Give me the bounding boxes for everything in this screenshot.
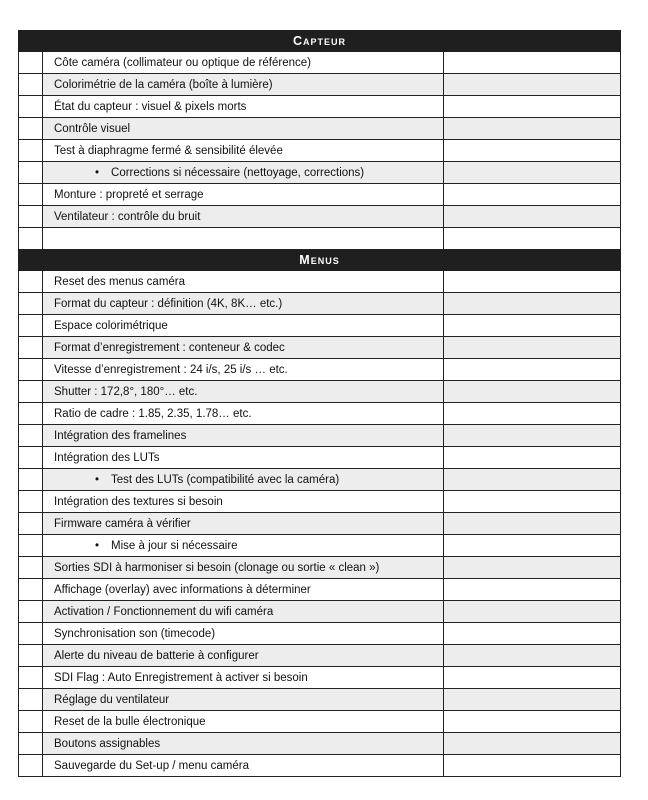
notes-cell[interactable] — [444, 228, 621, 250]
notes-cell[interactable] — [444, 206, 621, 228]
notes-cell[interactable] — [444, 359, 621, 381]
checklist-row — [19, 645, 621, 667]
checklist-sheet — [18, 30, 620, 777]
checklist-row — [19, 381, 621, 403]
item-label — [43, 228, 444, 250]
checkbox-cell[interactable] — [19, 469, 43, 491]
checkbox-cell[interactable] — [19, 711, 43, 733]
item-label: Intégration des LUTs — [43, 447, 444, 469]
section-title: Capteur — [19, 31, 621, 52]
checkbox-cell[interactable] — [19, 733, 43, 755]
notes-cell[interactable] — [444, 557, 621, 579]
checkbox-cell[interactable] — [19, 491, 43, 513]
checkbox-cell[interactable] — [19, 96, 43, 118]
checkbox-cell[interactable] — [19, 403, 43, 425]
notes-cell[interactable] — [444, 447, 621, 469]
checklist-row — [19, 535, 621, 557]
notes-cell[interactable] — [444, 52, 621, 74]
checklist-row — [19, 96, 621, 118]
checklist-row — [19, 337, 621, 359]
item-label: Monture : propreté et serrage — [43, 184, 444, 206]
item-label: • Corrections si nécessaire (nettoyage, corrections) — [43, 162, 444, 184]
notes-cell[interactable] — [444, 140, 621, 162]
checkbox-cell[interactable] — [19, 74, 43, 96]
notes-cell[interactable] — [444, 733, 621, 755]
item-label: Firmware caméra à vérifier — [43, 513, 444, 535]
item-label: Reset des menus caméra — [43, 271, 444, 293]
notes-cell[interactable] — [444, 469, 621, 491]
notes-cell[interactable] — [444, 623, 621, 645]
notes-cell[interactable] — [444, 513, 621, 535]
checkbox-cell[interactable] — [19, 755, 43, 777]
notes-cell[interactable] — [444, 381, 621, 403]
item-label: Côte caméra (collimateur ou optique de référence) — [43, 52, 444, 74]
notes-cell[interactable] — [444, 96, 621, 118]
checklist-row — [19, 118, 621, 140]
notes-cell[interactable] — [444, 755, 621, 777]
checkbox-cell[interactable] — [19, 293, 43, 315]
checklist-row — [19, 513, 621, 535]
checkbox-cell[interactable] — [19, 337, 43, 359]
item-label: Ratio de cadre : 1.85, 2.35, 1.78… etc. — [43, 403, 444, 425]
notes-cell[interactable] — [444, 491, 621, 513]
checklist-row — [19, 359, 621, 381]
notes-cell[interactable] — [444, 271, 621, 293]
notes-cell[interactable] — [444, 601, 621, 623]
checkbox-cell[interactable] — [19, 206, 43, 228]
checklist-row — [19, 447, 621, 469]
checkbox-cell[interactable] — [19, 535, 43, 557]
checkbox-cell[interactable] — [19, 447, 43, 469]
notes-cell[interactable] — [444, 118, 621, 140]
checkbox-cell[interactable] — [19, 689, 43, 711]
checklist-table — [18, 30, 621, 777]
checklist-row — [19, 491, 621, 513]
checklist-row — [19, 271, 621, 293]
item-label: Intégration des framelines — [43, 425, 444, 447]
notes-cell[interactable] — [444, 293, 621, 315]
checkbox-cell[interactable] — [19, 645, 43, 667]
checklist-row — [19, 162, 621, 184]
checklist-row — [19, 403, 621, 425]
notes-cell[interactable] — [444, 184, 621, 206]
checkbox-cell[interactable] — [19, 667, 43, 689]
item-label: Activation / Fonctionnement du wifi caméra — [43, 601, 444, 623]
checklist-row — [19, 711, 621, 733]
item-label: Réglage du ventilateur — [43, 689, 444, 711]
notes-cell[interactable] — [444, 535, 621, 557]
checklist-row — [19, 293, 621, 315]
checkbox-cell[interactable] — [19, 52, 43, 74]
item-label: • Test des LUTs (compatibilité avec la caméra) — [43, 469, 444, 491]
notes-cell[interactable] — [444, 667, 621, 689]
checklist-row — [19, 755, 621, 777]
checkbox-cell[interactable] — [19, 184, 43, 206]
checkbox-cell[interactable] — [19, 557, 43, 579]
item-label: Synchronisation son (timecode) — [43, 623, 444, 645]
checkbox-cell[interactable] — [19, 228, 43, 250]
item-label: Contrôle visuel — [43, 118, 444, 140]
checklist-row — [19, 623, 621, 645]
checklist-row — [19, 315, 621, 337]
checkbox-cell[interactable] — [19, 359, 43, 381]
item-label: Affichage (overlay) avec informations à déterminer — [43, 579, 444, 601]
checkbox-cell[interactable] — [19, 623, 43, 645]
checkbox-cell[interactable] — [19, 579, 43, 601]
item-label: Reset de la bulle électronique — [43, 711, 444, 733]
notes-cell[interactable] — [444, 337, 621, 359]
item-label: Espace colorimétrique — [43, 315, 444, 337]
item-label: État du capteur : visuel & pixels morts — [43, 96, 444, 118]
item-label: Sauvegarde du Set-up / menu caméra — [43, 755, 444, 777]
checkbox-cell[interactable] — [19, 315, 43, 337]
item-label: Intégration des textures si besoin — [43, 491, 444, 513]
checkbox-cell[interactable] — [19, 601, 43, 623]
checklist-row — [19, 184, 621, 206]
notes-cell[interactable] — [444, 315, 621, 337]
checklist-row — [19, 52, 621, 74]
blank-row — [19, 228, 621, 250]
checklist-row — [19, 206, 621, 228]
checkbox-cell[interactable] — [19, 425, 43, 447]
notes-cell[interactable] — [444, 403, 621, 425]
checkbox-cell[interactable] — [19, 118, 43, 140]
checklist-row — [19, 140, 621, 162]
item-label: Boutons assignables — [43, 733, 444, 755]
checkbox-cell[interactable] — [19, 513, 43, 535]
item-label: • Mise à jour si nécessaire — [43, 535, 444, 557]
checklist-row — [19, 425, 621, 447]
item-label: Format du capteur : définition (4K, 8K… etc.) — [43, 293, 444, 315]
checklist-row — [19, 689, 621, 711]
item-label: Sorties SDI à harmoniser si besoin (clonage ou sortie « clean ») — [43, 557, 444, 579]
checklist-row — [19, 667, 621, 689]
checkbox-cell[interactable] — [19, 162, 43, 184]
checklist-row — [19, 579, 621, 601]
item-label: Test à diaphragme fermé & sensibilité élevée — [43, 140, 444, 162]
checklist-row — [19, 733, 621, 755]
checklist-row — [19, 601, 621, 623]
item-label: Vitesse d’enregistrement : 24 i/s, 25 i/s … etc. — [43, 359, 444, 381]
section-header — [19, 31, 621, 52]
item-label: SDI Flag : Auto Enregistrement à activer si besoin — [43, 667, 444, 689]
item-label: Format d’enregistrement : conteneur & codec — [43, 337, 444, 359]
item-label: Ventilateur : contrôle du bruit — [43, 206, 444, 228]
checklist-row — [19, 557, 621, 579]
notes-cell[interactable] — [444, 689, 621, 711]
section-header — [19, 250, 621, 271]
section-title: Menus — [19, 250, 621, 271]
notes-cell[interactable] — [444, 425, 621, 447]
checkbox-cell[interactable] — [19, 140, 43, 162]
checklist-row — [19, 74, 621, 96]
notes-cell[interactable] — [444, 645, 621, 667]
notes-cell[interactable] — [444, 74, 621, 96]
checklist-row — [19, 469, 621, 491]
notes-cell[interactable] — [444, 711, 621, 733]
item-label: Alerte du niveau de batterie à configurer — [43, 645, 444, 667]
checkbox-cell[interactable] — [19, 381, 43, 403]
checkbox-cell[interactable] — [19, 271, 43, 293]
notes-cell[interactable] — [444, 162, 621, 184]
item-label: Colorimétrie de la caméra (boîte à lumière) — [43, 74, 444, 96]
checklist-body — [19, 31, 621, 777]
notes-cell[interactable] — [444, 579, 621, 601]
item-label: Shutter : 172,8°, 180°… etc. — [43, 381, 444, 403]
